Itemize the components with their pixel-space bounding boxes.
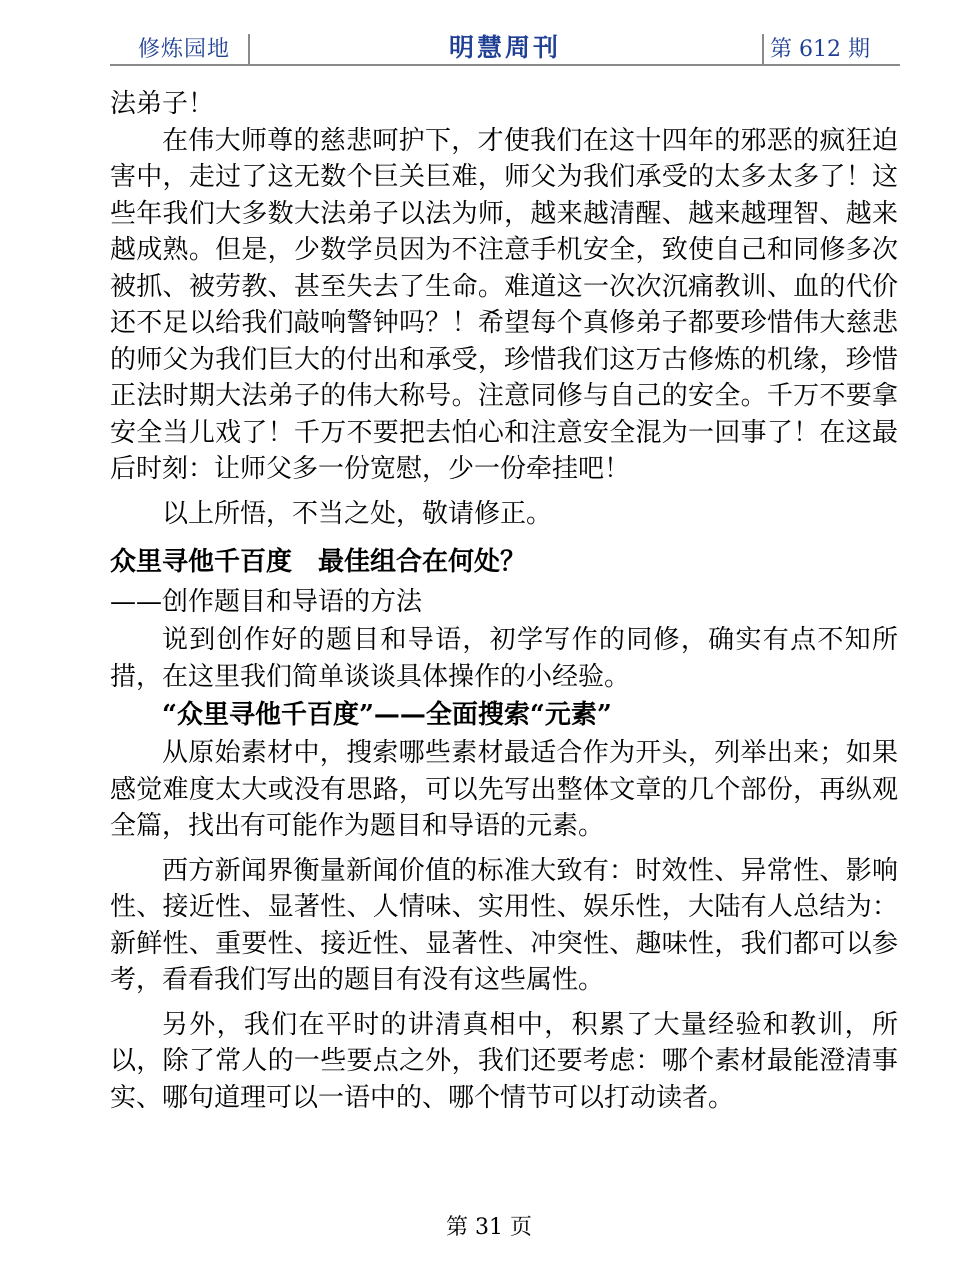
section-heading: “众里寻他千百度”——全面搜索“元素” — [162, 700, 612, 730]
header-divider-right — [762, 34, 764, 66]
page-number: 第 31 页 — [446, 1215, 532, 1240]
article-title: 众里寻他千百度 最佳组合在何处？ — [110, 547, 527, 577]
issue-number: 第 612 期 — [770, 37, 870, 62]
paragraph: 西方新闻界衡量新闻价值的标准大致有：时效性、异常性、影响性、接近性、显著性、人情味、实用性、娱乐性，大陆有人总结为：新鲜性、重要性、接近性、显著性、冲突性、趣味性，我们都可以参考，看看我们写出的题目有没有这些属性。 — [110, 855, 898, 995]
paragraph: 说到创作好的题目和导语，初学写作的同修，确实有点不知所措，在这里我们简单谈谈具体操作的小经验。 — [110, 625, 898, 692]
paragraph: 另外，我们在平时的讲清真相中，积累了大量经验和教训，所以，除了常人的一些要点之外，我们还要考虑：哪个素材最能澄清事实、哪句道理可以一语中的、哪个情节可以打动读者。 — [110, 1009, 898, 1113]
article-body — [110, 86, 898, 1116]
page-header — [110, 28, 900, 66]
publication-title: 明慧周刊 — [448, 33, 561, 62]
paragraph: 在伟大师尊的慈悲呵护下，才使我们在这十四年的邪恶的疯狂迫害中，走过了这无数个巨关巨难，师父为我们承受的太多太多了！这些年我们大多数大法弟子以法为师，越来越清醒、越来越理智、越来越成熟。但是，少数学员因为不注意手机安全，致使自己和同修多次被抓、被劳教、甚至失去了生命。难道这一次次沉痛教训、血的代价还不足以给我们敲响警钟吗？！希望每个真修弟子都要珍惜伟大慈悲的师父为我们巨大的付出和承受，珍惜我们这万古修炼的机缘，珍惜正法时期大法弟子的伟大称号。注意同修与自己的安全。千万不要拿安全当儿戏了！千万不要把去怕心和注意安全混为一回事了！在这最后时刻：让师父多一份宽慰，少一份牵挂吧！ — [110, 125, 898, 484]
paragraph: 从原始素材中，搜索哪些素材最适合作为开头，列举出来；如果感觉难度太大或没有思路，可以先写出整体文章的几个部份，再纵观全篇，找出有可能作为题目和导语的元素。 — [110, 738, 898, 841]
paragraph: 以上所悟，不当之处，敬请修正。 — [162, 498, 553, 529]
article-subtitle: ——创作题目和导语的方法 — [110, 587, 423, 617]
header-rule — [110, 64, 900, 66]
section-name: 修炼园地 — [138, 37, 231, 62]
paragraph: 法弟子！ — [110, 89, 215, 119]
